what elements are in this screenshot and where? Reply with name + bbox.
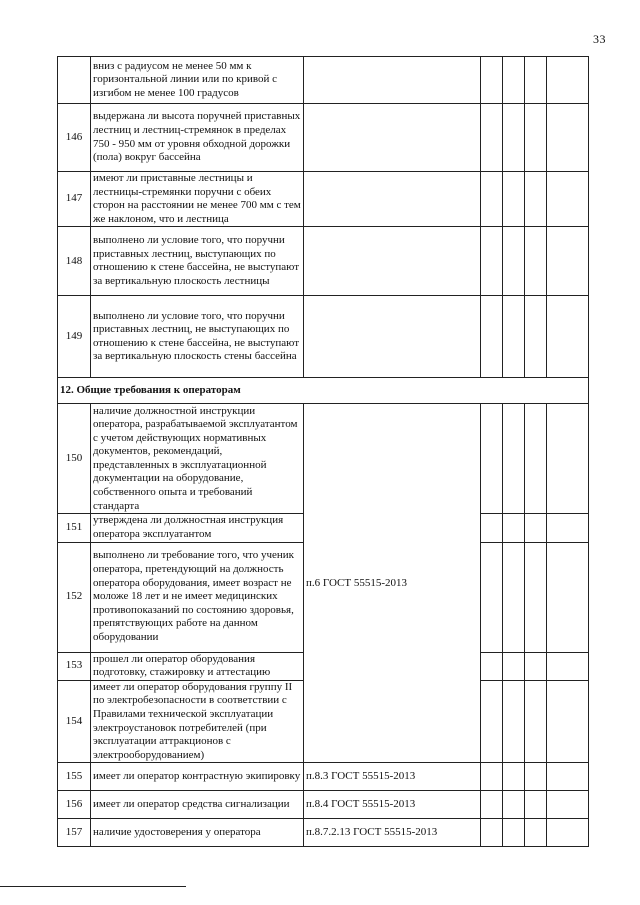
table-row xyxy=(58,227,589,296)
item-criterion: имеют ли приставные лестницы и лестницы-стремянки поручни с обеих сторон на расстоянии не менее 700 мм с тем же наклоном, что и лестница xyxy=(91,172,304,227)
item-number: 156 xyxy=(58,791,91,819)
answer-na-cell xyxy=(525,104,547,172)
section-row xyxy=(58,378,589,404)
answer-no-cell xyxy=(503,404,525,514)
answer-yes-cell xyxy=(481,514,503,542)
note-cell xyxy=(547,763,589,791)
item-number: 155 xyxy=(58,763,91,791)
note-cell xyxy=(547,172,589,227)
note-cell xyxy=(547,296,589,378)
table-row xyxy=(58,296,589,378)
item-criterion: выполнено ли условие того, что поручни приставных лестниц, выступающих по отношению к стене бассейна, не выступают за вертикальную плоскость лестницы xyxy=(91,227,304,296)
reference-cell: п.8.7.2.13 ГОСТ 55515-2013 xyxy=(304,819,481,847)
item-criterion: имеет ли оператор контрастную экипировку xyxy=(91,763,304,791)
checklist-table xyxy=(57,56,589,847)
answer-yes-cell xyxy=(481,542,503,652)
table-row xyxy=(58,57,589,104)
item-criterion: выполнено ли условие того, что поручни приставных лестниц, не выступающих по отношению к стене бассейна, не выступают за вертикальную плоскость стены бассейна xyxy=(91,296,304,378)
item-criterion: имеет ли оператор средства сигнализации xyxy=(91,791,304,819)
answer-yes-cell xyxy=(481,652,503,680)
note-cell xyxy=(547,652,589,680)
item-number: 146 xyxy=(58,104,91,172)
item-number xyxy=(58,57,91,104)
answer-no-cell xyxy=(503,652,525,680)
reference-cell xyxy=(304,57,481,104)
answer-na-cell xyxy=(525,227,547,296)
note-cell xyxy=(547,791,589,819)
table-row xyxy=(58,791,589,819)
table-row xyxy=(58,763,589,791)
item-number: 148 xyxy=(58,227,91,296)
reference-cell xyxy=(304,172,481,227)
note-cell xyxy=(547,104,589,172)
answer-no-cell xyxy=(503,791,525,819)
answer-yes-cell xyxy=(481,819,503,847)
answer-na-cell xyxy=(525,791,547,819)
answer-na-cell xyxy=(525,763,547,791)
answer-no-cell xyxy=(503,172,525,227)
item-criterion: вниз с радиусом не менее 50 мм к горизонтальной линии или по кривой с изгибом не менее 100 градусов xyxy=(91,57,304,104)
answer-no-cell xyxy=(503,104,525,172)
table-row xyxy=(58,819,589,847)
answer-no-cell xyxy=(503,296,525,378)
reference-cell xyxy=(304,227,481,296)
item-criterion: выполнено ли требование того, что ученик оператора, претендующий на должность оператора оборудования, имеет возраст не моложе 18 лет и не имеет медицинских противопоказаний по состоянию здоровья, препятствующих работе на данном оборудовании xyxy=(91,542,304,652)
answer-na-cell xyxy=(525,680,547,763)
answer-no-cell xyxy=(503,542,525,652)
item-criterion: наличие удостоверения у оператора xyxy=(91,819,304,847)
table-row xyxy=(58,404,589,514)
note-cell xyxy=(547,404,589,514)
item-criterion: наличие должностной инструкции оператора, разрабатываемой эксплуатантом с учетом действующих нормативных документов, рекомендаций, представленных в эксплуатационной документации на оборудование, собственного опыта и требований стандарта xyxy=(91,404,304,514)
note-cell xyxy=(547,819,589,847)
answer-na-cell xyxy=(525,819,547,847)
reference-cell xyxy=(304,104,481,172)
item-number: 154 xyxy=(58,680,91,763)
item-criterion: выдержана ли высота поручней приставных лестниц и лестниц-стремянок в пределах 750 - 950 мм от уровня обходной дорожки (пола) вокруг бассейна xyxy=(91,104,304,172)
answer-yes-cell xyxy=(481,763,503,791)
answer-yes-cell xyxy=(481,791,503,819)
answer-na-cell xyxy=(525,652,547,680)
note-cell xyxy=(547,57,589,104)
answer-no-cell xyxy=(503,227,525,296)
reference-cell: п.6 ГОСТ 55515-2013 xyxy=(304,404,481,763)
answer-na-cell xyxy=(525,172,547,227)
note-cell xyxy=(547,542,589,652)
item-criterion: прошел ли оператор оборудования подготовку, стажировку и аттестацию xyxy=(91,652,304,680)
item-number: 147 xyxy=(58,172,91,227)
answer-no-cell xyxy=(503,514,525,542)
page-number: 33 xyxy=(593,32,606,46)
note-cell xyxy=(547,514,589,542)
answer-na-cell xyxy=(525,542,547,652)
note-cell xyxy=(547,680,589,763)
answer-yes-cell xyxy=(481,404,503,514)
reference-cell xyxy=(304,296,481,378)
table-row xyxy=(58,104,589,172)
footnote-divider xyxy=(0,886,186,887)
item-number: 152 xyxy=(58,542,91,652)
section-heading: 12. Общие требования к операторам xyxy=(58,378,589,404)
answer-yes-cell xyxy=(481,104,503,172)
answer-na-cell xyxy=(525,404,547,514)
item-number: 151 xyxy=(58,514,91,542)
item-number: 149 xyxy=(58,296,91,378)
answer-yes-cell xyxy=(481,227,503,296)
item-number: 157 xyxy=(58,819,91,847)
item-number: 150 xyxy=(58,404,91,514)
table-row xyxy=(58,172,589,227)
answer-na-cell xyxy=(525,57,547,104)
item-number: 153 xyxy=(58,652,91,680)
answer-yes-cell xyxy=(481,57,503,104)
answer-na-cell xyxy=(525,296,547,378)
reference-cell: п.8.3 ГОСТ 55515-2013 xyxy=(304,763,481,791)
item-criterion: имеет ли оператор оборудования группу II по электробезопасности в соответствии с Правилами технической эксплуатации электроустановок потребителей (при эксплуатации аттракционов с электрооборудованием) xyxy=(91,680,304,763)
answer-yes-cell xyxy=(481,296,503,378)
answer-na-cell xyxy=(525,514,547,542)
item-criterion: утверждена ли должностная инструкция оператора эксплуатантом xyxy=(91,514,304,542)
answer-yes-cell xyxy=(481,680,503,763)
answer-no-cell xyxy=(503,763,525,791)
answer-yes-cell xyxy=(481,172,503,227)
answer-no-cell xyxy=(503,819,525,847)
answer-no-cell xyxy=(503,57,525,104)
note-cell xyxy=(547,227,589,296)
answer-no-cell xyxy=(503,680,525,763)
reference-cell: п.8.4 ГОСТ 55515-2013 xyxy=(304,791,481,819)
